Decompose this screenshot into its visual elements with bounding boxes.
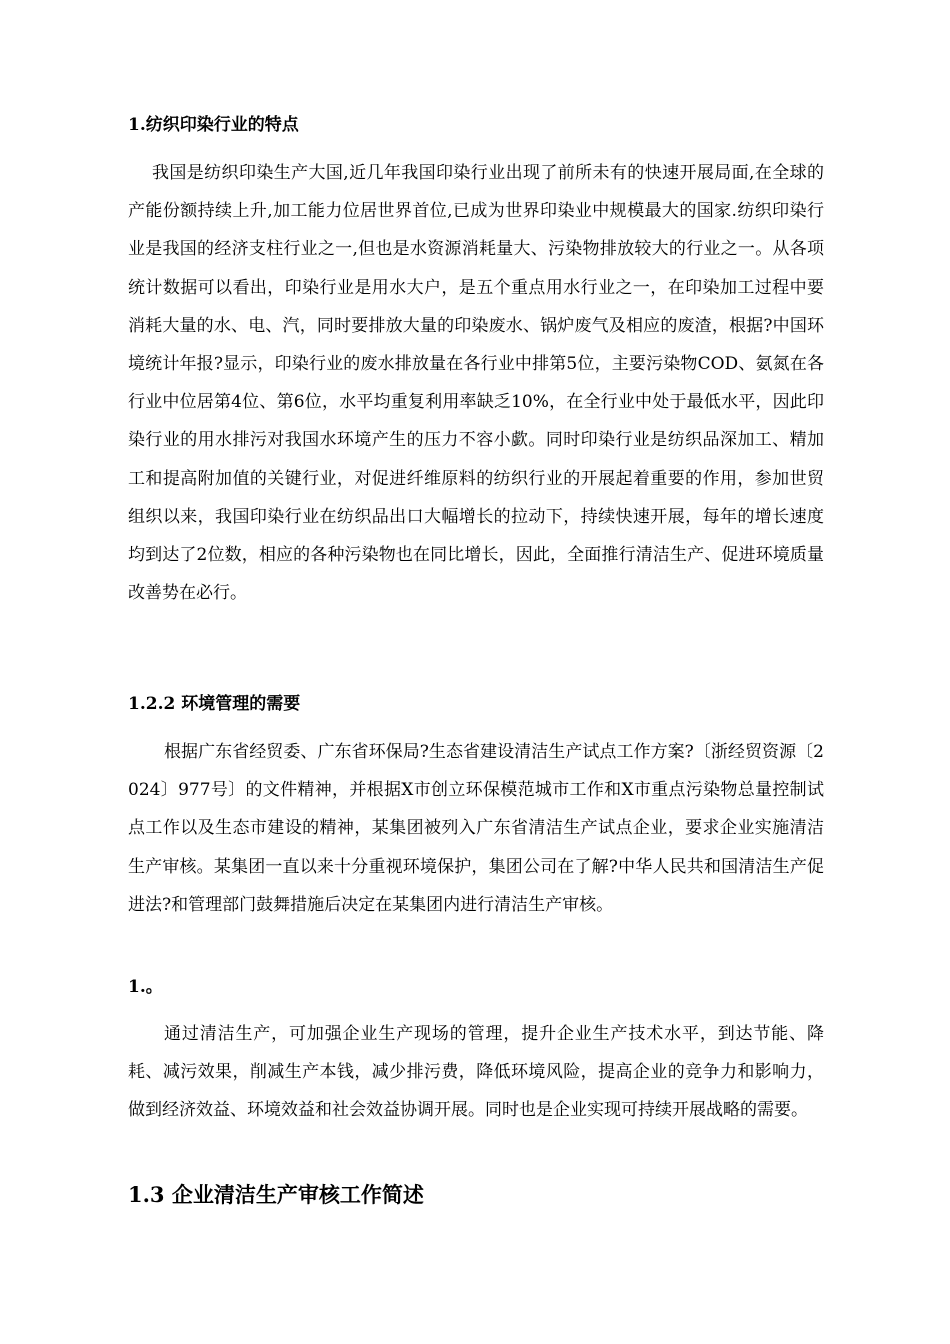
section-heading-textile-characteristics: 1.纺织印染行业的特点 [128, 115, 299, 135]
paragraph-textile-characteristics: 我国是纺织印染生产大国,近几年我国印染行业出现了前所未有的快速开展局面,在全球的产能份额持续上升,加工能力位居世界首位,已成为世界印染业中规模最大的国家.纺织印染行业是我国的经济支柱行业之一,但也是水资源消耗量大、污染物排放较大的行业之一。从各项统计数据可以看出，印染行业是用水大户，是五个重点用水行业之一，在印染加工过程中要消耗大量的水、电、汽，同时要排放大量的印染废水、锅炉废气及相应的废渣，根据?中国环境统计年报?显示，印染行业的废水排放量在各行业中排第5位，主要污染物COD、氨氮在各行业中位居第4位、第6位，水平均重复利用率缺乏10%，在全行业中处于最低水平，因此印染行业的用水排污对我国水环境产生的压力不容小歔。同时印染行业是纺织品深加工、精加工和提高附加值的关键行业，对促进纤维原料的纺织行业的开展起着重要的作用，参加世贸组织以来，我国印染行业在纺织品出口大幅增长的拉动下，持续快速开展，每年的增长速度均到达了2位数，相应的各种污染物也在同比增长，因此，全面推行清洁生产、促进环境质量改善势在必行。 [128, 163, 824, 604]
section-heading-short: 1.。 [128, 977, 163, 997]
paragraph-cleaner-production-benefits: 通过清洁生产，可加强企业生产现场的管理，提升企业生产技术水平，到达节能、降耗、减污效果，削减生产本钱，减少排污费，降低环境风险，提高企业的竞争力和影响力，做到经济效益、环境效益和社会效益协调开展。同时也是企业实现可持续开展战略的需要。 [128, 1024, 824, 1121]
section-heading-environmental-management: 1.2.2 环境管理的需要 [128, 694, 301, 714]
section-heading-audit-overview: 1.3 企业清洁生产审核工作简述 [128, 1182, 424, 1207]
paragraph-environmental-management: 根据广东省经贸委、广东省环保局?生态省建设清洁生产试点工作方案?〔浙经贸资源〔2024〕977号〕的文件精神，并根据X市创立环保模范城市工作和X市重点污染物总量控制试点工作以及生态市建设的精神，某集团被列入广东省清洁生产试点企业，要求企业实施清洁生产审核。某集团一直以来十分重视环境保护，集团公司在了解?中华人民共和国清洁生产促进法?和管理部门鼓舞措施后决定在某集团内进行清洁生产审核。 [128, 742, 824, 915]
